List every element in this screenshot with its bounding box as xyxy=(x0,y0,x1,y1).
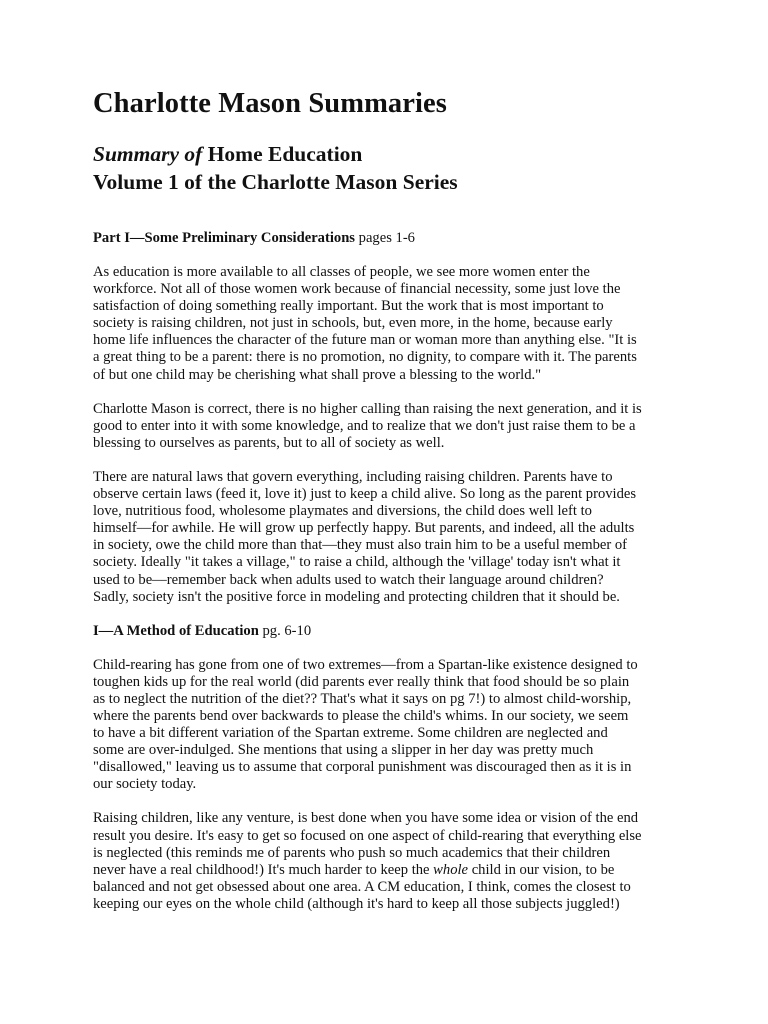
section-heading-bold: Part I—Some Preliminary Considerations xyxy=(93,230,355,246)
paragraph xyxy=(93,657,683,794)
paragraph xyxy=(93,264,683,384)
text-line: to have a bit different variation of the Spartan extreme. Some children are neglected and xyxy=(93,725,608,742)
text-line: Raising children, like any venture, is best done when you have some idea or vision of the end xyxy=(93,810,639,827)
text-line: where the parents bend over backwards to please the child's whims. In our society, we seem xyxy=(93,707,629,724)
subtitle-italic: Summary of xyxy=(93,142,203,166)
text-line: some are over-indulged. She mentions that using a slipper in her day was pretty much xyxy=(93,742,594,759)
text-line: toughen kids up for the real world (did parents ever really think that food should be so plain xyxy=(93,673,630,690)
text-line: blessing to ourselves as parents, but to all of society as well. xyxy=(93,434,445,451)
paragraph xyxy=(93,401,683,452)
text-line: in society, owe the child more than that—they must also train him to be a useful member of xyxy=(93,537,628,554)
text-line: observe certain laws (feed it, love it) just to keep a child alive. So long as the parent provides xyxy=(93,486,637,503)
text-line: Child-rearing has gone from one of two extremes—from a Spartan-like existence designed to xyxy=(93,656,638,673)
section-heading-part-1 xyxy=(93,230,683,247)
text-line: keeping our eyes on the whole child (although it's hard to keep all those subjects juggled!) xyxy=(93,895,620,912)
text-line: used to be—remember back when adults used to watch their language around children? xyxy=(93,571,604,588)
text-line: There are natural laws that govern everything, including raising children. Parents have to xyxy=(93,468,613,485)
subtitle-rest: Home Education xyxy=(202,142,363,166)
subtitle-line-1 xyxy=(93,140,683,168)
text-line: society is raising children, not just in schools, but, even more, in the home, because early xyxy=(93,315,613,332)
text-line: of but one child may be cherishing what shall prove a blessing to the world." xyxy=(93,366,542,383)
text-line: is neglected (this reminds me of parents who push so much academics that their children xyxy=(93,844,611,861)
text-line: our society today. xyxy=(93,776,197,793)
text-line: home life influences the character of the future man or woman more than anything else. "It is xyxy=(93,332,637,349)
text-line: love, nutritious food, wholesome playmates and diversions, the child does well left to xyxy=(93,503,592,520)
section-heading-pages: pages 1-6 xyxy=(355,230,415,246)
text-line: As education is more available to all classes of people, we see more women enter the xyxy=(93,264,590,280)
text-line: workforce. Not all of those women work because of financial necessity, some just love the xyxy=(93,281,621,298)
text-line-mixed xyxy=(93,862,683,879)
text-line: a great thing to be a parent: there is no promotion, no dignity, to compare with it. The parents xyxy=(93,349,637,366)
text-line: satisfaction of doing something really important. But the work that is most important to xyxy=(93,298,604,315)
text-line: result you desire. It's easy to get so focused on one aspect of child-rearing that everything else xyxy=(93,827,642,844)
text-line: as to neglect the nutrition of the diet?? That's what it says on pg 7!) to almost child-worship, xyxy=(93,690,632,707)
text-line: balanced and not get obsessed about one area. A CM education, I think, comes the closest to xyxy=(93,878,631,895)
text-line: himself—for awhile. He will grow up perfectly happy. But parents, and indeed, all the adults xyxy=(93,520,635,537)
document-title: Charlotte Mason Summaries xyxy=(93,88,447,119)
paragraph xyxy=(93,810,683,913)
text-line: Charlotte Mason is correct, there is no higher calling than raising the next generation, and it is xyxy=(93,400,642,417)
text-line: society. Ideally "it takes a village," to raise a child, although the 'village' today isn't what it xyxy=(93,554,621,571)
document-page xyxy=(93,86,683,913)
subtitle-line-2: Volume 1 of the Charlotte Mason Series xyxy=(93,170,458,194)
text-segment: never have a real childhood!) It's much harder to keep the xyxy=(93,861,434,878)
section-heading-method xyxy=(93,623,683,640)
section-heading-bold: I—A Method of Education xyxy=(93,622,259,639)
document-subtitle xyxy=(93,140,683,196)
emphasis-word: whole xyxy=(433,861,469,878)
paragraph xyxy=(93,469,683,606)
text-line: "disallowed," leaving us to assume that corporal punishment was discouraged then as it is in xyxy=(93,759,632,776)
text-segment: child in our vision, to be xyxy=(468,861,615,878)
section-heading-pages: pg. 6-10 xyxy=(258,622,312,639)
text-line: Sadly, society isn't the positive force in modeling and protecting children that it should be. xyxy=(93,588,620,605)
text-line: good to enter into it with some knowledge, and to realize that we don't just raise them to be a xyxy=(93,417,636,434)
